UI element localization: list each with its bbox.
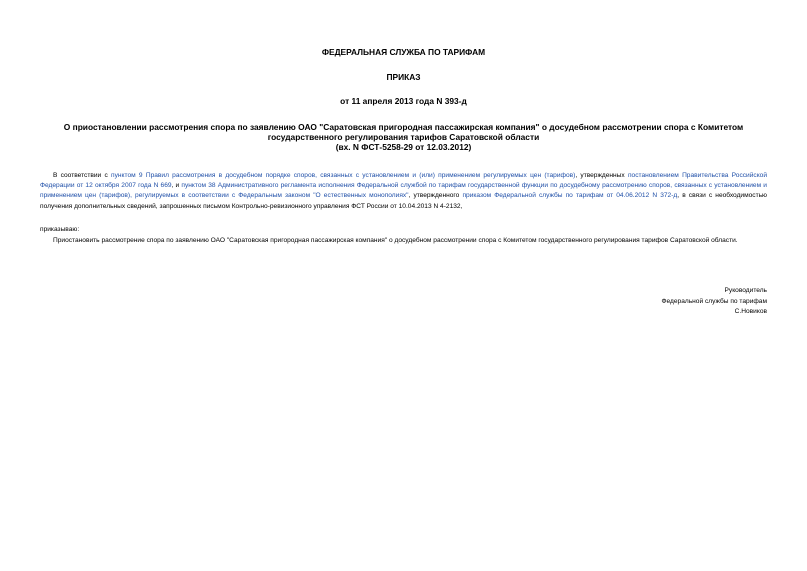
link-rules-point-9[interactable]: пунктом 9 Правил рассмотрения в досудебном порядке споров, связанных с установлением и (или) применением регулируемых цен (тарифов) bbox=[111, 172, 576, 179]
paragraph-basis bbox=[40, 171, 767, 212]
paragraph-text: , в связи с необходимостью получения дополнительных сведений, запрошенных письмом Контрольно-ревизионного управления ФСТ России от 10.04.2013 N 4-2132, bbox=[40, 192, 768, 210]
signature-block bbox=[467, 286, 767, 318]
link-order-372-d[interactable]: приказом Федеральной службы по тарифам от 04.06.2012 N 372-д bbox=[462, 192, 678, 200]
signature-org: Федеральной службы по тарифам bbox=[661, 297, 767, 305]
paragraph-text: В соответствии с bbox=[53, 172, 112, 179]
document-subject bbox=[0, 122, 807, 152]
link-regulation-point-38[interactable]: пунктом 38 Административного регламента исполнения Федеральной службой по тарифам государственной функции по досудебному рассмотрению споров, связанных с установлением и применением цен (тарифов), регулируемых в соответствии с Федеральным законом "О естественных монополиях" bbox=[40, 182, 767, 200]
signature-title: Руководитель bbox=[724, 287, 767, 294]
link-government-decree-669[interactable]: постановлением Правительства Российской Федерации от 12 октября 2007 года N 669 bbox=[40, 172, 768, 190]
paragraph-text: , утвержденных bbox=[575, 172, 628, 179]
agency-name: ФЕДЕРАЛЬНАЯ СЛУЖБА ПО ТАРИФАМ bbox=[321, 47, 486, 57]
paragraph-text: , утвержденного bbox=[408, 192, 463, 200]
subject-line-3: (вх. N ФСТ-5258-29 от 12.03.2012) bbox=[335, 142, 472, 152]
document-date-number: от 11 апреля 2013 года N 393-д bbox=[340, 96, 467, 106]
document-type: ПРИКАЗ bbox=[386, 72, 421, 82]
subject-line-2: государственного регулирования тарифов Саратовской области bbox=[267, 132, 540, 142]
subject-line-1: О приостановлении рассмотрения спора по заявлению ОАО "Саратовская пригородная пассажирская компания" о досудебном рассмотрении спора с Комитетом bbox=[63, 122, 744, 132]
paragraph-decision: Приостановить рассмотрение спора по заявлению ОАО "Саратовская пригородная пассажирская компания" о досудебном рассмотрении спора с Комитетом государственного регулирования тарифов Саратовской области. bbox=[53, 237, 738, 244]
paragraph-order-word: приказываю: bbox=[40, 226, 80, 233]
signature-name: С.Новиков bbox=[734, 308, 767, 315]
paragraph-text: , и bbox=[171, 182, 182, 190]
